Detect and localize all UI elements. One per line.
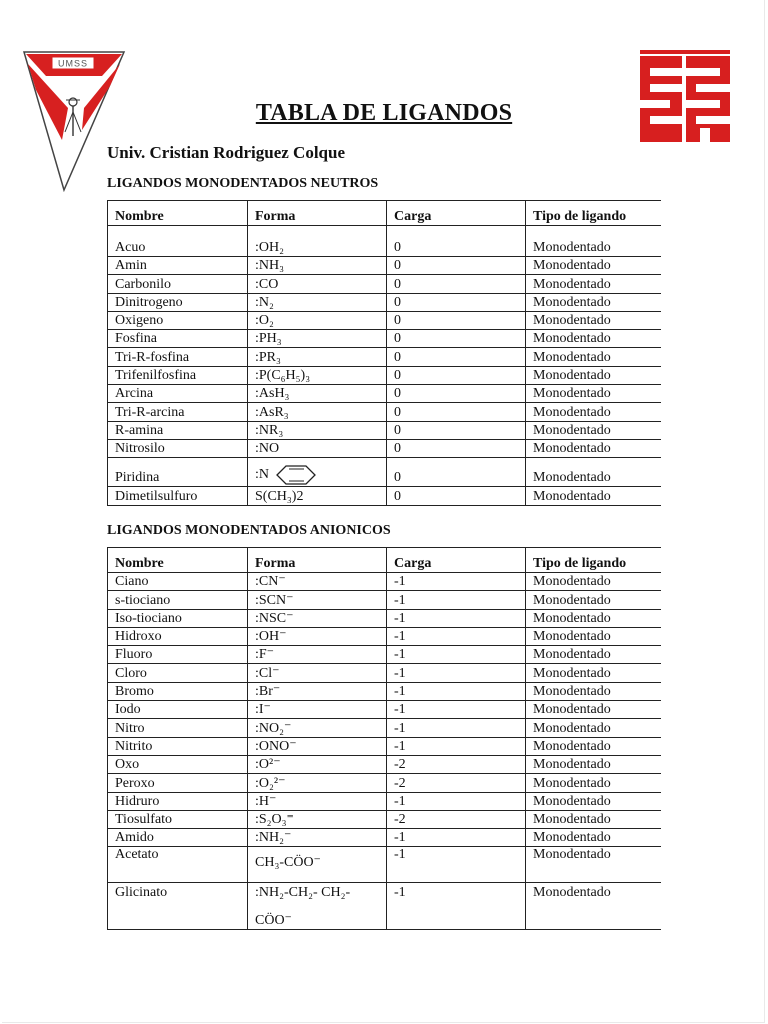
cell-tipo: Monodentado: [526, 829, 662, 847]
cell-forma: :AsH₃: [248, 385, 387, 403]
table-row: [108, 421, 662, 439]
cell-carga: -1: [387, 591, 526, 609]
table-row: [108, 792, 662, 810]
cell-forma: :O²⁻: [248, 755, 387, 773]
cell-forma: :SCN⁻: [248, 591, 387, 609]
cell-tipo: Monodentado: [526, 330, 662, 348]
header-nombre: Nombre: [108, 548, 248, 573]
cell-carga: 0: [387, 226, 526, 257]
cell-forma: :O₂: [248, 311, 387, 329]
table-row: [108, 847, 662, 883]
cell-tipo: Monodentado: [526, 573, 662, 591]
table-header-row: [108, 201, 662, 226]
cell-nombre: Amido: [108, 829, 248, 847]
cell-nombre: Bromo: [108, 682, 248, 700]
cell-tipo: Monodentado: [526, 719, 662, 737]
cell-carga: 0: [387, 439, 526, 457]
cell-forma: :P(C₆H₅)₃: [248, 366, 387, 384]
cell-carga: -1: [387, 609, 526, 627]
section-title-neutros: LIGANDOS MONODENTADOS NEUTROS: [107, 176, 379, 191]
cell-tipo: Monodentado: [526, 366, 662, 384]
cell-forma: :CN⁻: [248, 573, 387, 591]
cell-nombre: Tiosulfato: [108, 810, 248, 828]
cell-forma: :NR₃: [248, 421, 387, 439]
cell-carga: 0: [387, 293, 526, 311]
cell-nombre: Trifenilfosfina: [108, 366, 248, 384]
cell-tipo: Monodentado: [526, 701, 662, 719]
cell-nombre: Fosfina: [108, 330, 248, 348]
cell-tipo: Monodentado: [526, 348, 662, 366]
cell-tipo: Monodentado: [526, 439, 662, 457]
table-row: [108, 226, 662, 257]
cell-tipo: Monodentado: [526, 385, 662, 403]
cell-forma: :I⁻: [248, 701, 387, 719]
cell-tipo: Monodentado: [526, 847, 662, 883]
header-carga: Carga: [387, 201, 526, 226]
cell-carga: 0: [387, 348, 526, 366]
cell-nombre: Nitro: [108, 719, 248, 737]
cell-carga: -1: [387, 719, 526, 737]
cell-forma: :NSC⁻: [248, 609, 387, 627]
cell-carga: 0: [387, 257, 526, 275]
faculty-logo: [640, 50, 730, 142]
cell-tipo: Monodentado: [526, 737, 662, 755]
table-row: [108, 366, 662, 384]
section-title-anionicos: LIGANDOS MONODENTADOS ANIONICOS: [107, 523, 391, 538]
cell-nombre: Iodo: [108, 701, 248, 719]
cell-forma-line2: CÖO⁻: [255, 913, 292, 929]
cell-carga: 0: [387, 330, 526, 348]
cell-carga: -2: [387, 774, 526, 792]
cell-carga: -2: [387, 755, 526, 773]
table-anionicos: [107, 547, 661, 930]
table-row: [108, 883, 662, 930]
cell-nombre: Nitrito: [108, 737, 248, 755]
table-row: [108, 403, 662, 421]
table-row: [108, 719, 662, 737]
cell-carga: -1: [387, 829, 526, 847]
cell-forma: :NH₃: [248, 257, 387, 275]
cell-forma: [248, 883, 387, 930]
cell-tipo: Monodentado: [526, 591, 662, 609]
table-row: [108, 458, 662, 487]
table-row: [108, 330, 662, 348]
table-row: [108, 439, 662, 457]
cell-forma: :Cl⁻: [248, 664, 387, 682]
cell-forma: :NO: [248, 439, 387, 457]
cell-carga: 0: [387, 458, 526, 487]
cell-nombre: Ciano: [108, 573, 248, 591]
cell-forma-line1: :NH₂-CH₂- CH₂-: [255, 885, 351, 901]
cell-nombre: Hidruro: [108, 792, 248, 810]
cell-forma: :F⁻: [248, 646, 387, 664]
cell-forma: :N₂: [248, 293, 387, 311]
cell-carga: -1: [387, 573, 526, 591]
cell-nombre: Oxo: [108, 755, 248, 773]
cell-forma-text: :N: [255, 467, 269, 483]
cell-forma: :PR₃: [248, 348, 387, 366]
cell-forma: :CO: [248, 275, 387, 293]
cell-tipo: Monodentado: [526, 774, 662, 792]
cell-tipo: Monodentado: [526, 883, 662, 930]
cell-nombre: Piridina: [108, 458, 248, 487]
cell-tipo: Monodentado: [526, 257, 662, 275]
cell-carga: 0: [387, 385, 526, 403]
cell-tipo: Monodentado: [526, 311, 662, 329]
cell-tipo: Monodentado: [526, 421, 662, 439]
header-tipo: Tipo de ligando: [526, 548, 662, 573]
cell-forma: :Br⁻: [248, 682, 387, 700]
table-row: [108, 275, 662, 293]
cell-tipo: Monodentado: [526, 609, 662, 627]
header-forma: Forma: [248, 201, 387, 226]
cell-nombre: Tri-R-fosfina: [108, 348, 248, 366]
cell-forma: :S₂O₃⁼: [248, 810, 387, 828]
page-title: TABLA DE LIGANDOS: [255, 100, 513, 126]
cell-forma: S(CH₃)2: [248, 487, 387, 505]
cell-nombre: Tri-R-arcina: [108, 403, 248, 421]
cell-carga: -1: [387, 682, 526, 700]
table-row: [108, 646, 662, 664]
cell-forma: :PH₃: [248, 330, 387, 348]
table-row: [108, 293, 662, 311]
cell-nombre: Arcina: [108, 385, 248, 403]
cell-carga: -1: [387, 792, 526, 810]
cell-forma: [248, 847, 387, 883]
cell-carga: 0: [387, 366, 526, 384]
umss-logo-text: UMSS: [57, 58, 89, 69]
table-row: [108, 385, 662, 403]
header-forma: Forma: [248, 548, 387, 573]
table-row: [108, 829, 662, 847]
cell-forma-text: CH₃-CÖO⁻: [255, 855, 321, 871]
cell-tipo: Monodentado: [526, 226, 662, 257]
cell-nombre: Amin: [108, 257, 248, 275]
cell-tipo: Monodentado: [526, 664, 662, 682]
table-header-row: [108, 548, 662, 573]
cell-carga: -1: [387, 627, 526, 645]
table-row: [108, 664, 662, 682]
cell-tipo: Monodentado: [526, 403, 662, 421]
cell-tipo: Monodentado: [526, 755, 662, 773]
table-row: [108, 609, 662, 627]
cell-carga: 0: [387, 487, 526, 505]
cell-carga: -1: [387, 737, 526, 755]
cell-tipo: Monodentado: [526, 682, 662, 700]
table-row: [108, 487, 662, 505]
header-carga: Carga: [387, 548, 526, 573]
cell-forma: [248, 458, 387, 487]
cell-nombre: Oxigeno: [108, 311, 248, 329]
cell-nombre: Peroxo: [108, 774, 248, 792]
cell-tipo: Monodentado: [526, 627, 662, 645]
cell-carga: 0: [387, 311, 526, 329]
cell-nombre: s-tiociano: [108, 591, 248, 609]
cell-forma: :NO₂⁻: [248, 719, 387, 737]
cell-tipo: Monodentado: [526, 646, 662, 664]
cell-nombre: Nitrosilo: [108, 439, 248, 457]
cell-nombre: Hidroxo: [108, 627, 248, 645]
cell-nombre: Dinitrogeno: [108, 293, 248, 311]
cell-nombre: Carbonilo: [108, 275, 248, 293]
cell-carga: -1: [387, 664, 526, 682]
cell-nombre: Cloro: [108, 664, 248, 682]
cell-nombre: Acetato: [108, 847, 248, 883]
table-row: [108, 591, 662, 609]
cell-forma: :H⁻: [248, 792, 387, 810]
cell-tipo: Monodentado: [526, 792, 662, 810]
cell-nombre: Dimetilsulfuro: [108, 487, 248, 505]
cell-carga: 0: [387, 403, 526, 421]
cell-nombre: Glicinato: [108, 883, 248, 930]
cell-tipo: Monodentado: [526, 810, 662, 828]
header-tipo: Tipo de ligando: [526, 201, 662, 226]
table-row: [108, 573, 662, 591]
cell-carga: 0: [387, 275, 526, 293]
cell-forma: :ONO⁻: [248, 737, 387, 755]
cell-carga: 0: [387, 421, 526, 439]
table-neutros: [107, 200, 661, 506]
cell-carga: -1: [387, 883, 526, 930]
cell-tipo: Monodentado: [526, 275, 662, 293]
cell-forma: :OH⁻: [248, 627, 387, 645]
cell-tipo: Monodentado: [526, 458, 662, 487]
header-nombre: Nombre: [108, 201, 248, 226]
table-row: [108, 682, 662, 700]
cell-carga: -1: [387, 646, 526, 664]
table-row: [108, 348, 662, 366]
cell-nombre: Acuo: [108, 226, 248, 257]
cell-tipo: Monodentado: [526, 487, 662, 505]
table-row: [108, 737, 662, 755]
table-row: [108, 774, 662, 792]
cell-carga: -1: [387, 847, 526, 883]
cell-forma: :NH₂⁻: [248, 829, 387, 847]
cell-forma: :O₂²⁻: [248, 774, 387, 792]
cell-tipo: Monodentado: [526, 293, 662, 311]
author-name: Univ. Cristian Rodriguez Colque: [107, 143, 346, 162]
pyridine-ring-icon: [275, 464, 317, 486]
cell-carga: -1: [387, 701, 526, 719]
cell-nombre: R-amina: [108, 421, 248, 439]
table-row: [108, 257, 662, 275]
cell-carga: -2: [387, 810, 526, 828]
cell-nombre: Fluoro: [108, 646, 248, 664]
table-row: [108, 810, 662, 828]
table-row: [108, 627, 662, 645]
cell-forma: :OH₂: [248, 226, 387, 257]
table-row: [108, 311, 662, 329]
cell-forma: :AsR₃: [248, 403, 387, 421]
table-row: [108, 701, 662, 719]
cell-nombre: Iso-tiociano: [108, 609, 248, 627]
table-row: [108, 755, 662, 773]
